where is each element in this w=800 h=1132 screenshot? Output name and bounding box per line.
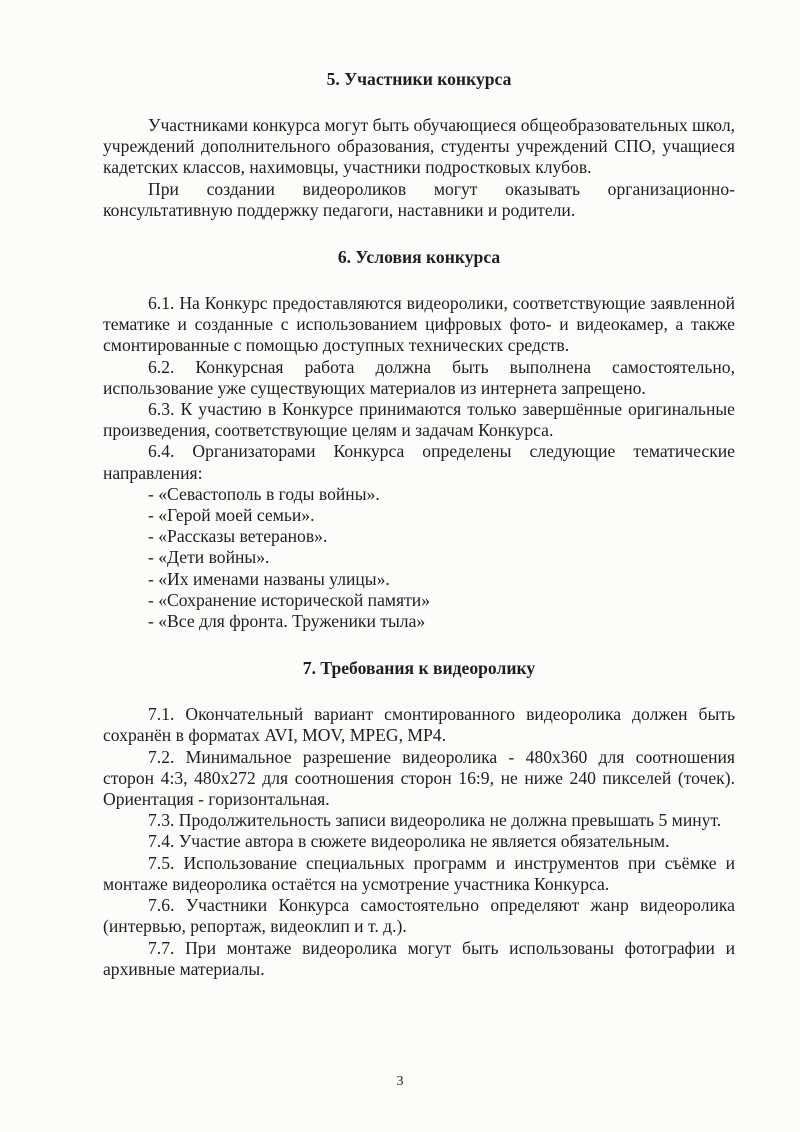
paragraph: Участниками конкурса могут быть обучающиеся общеобразовательных школ, учреждений дополнительного образования, студенты учреждений СПО, учащиеся кадетских классов, нахимовцы, участники подростковых клубов.: [103, 115, 735, 178]
list-item: - «Рассказы ветеранов».: [148, 526, 328, 547]
list-item: - «Дети войны».: [148, 547, 270, 568]
section-6-heading: 6. Условия конкурса: [337, 247, 501, 268]
list-item: - «Герой моей семьи».: [148, 505, 315, 526]
paragraph: 7.2. Минимальное разрешение видеоролика - 480x360 для соотношения сторон 4:3, 480x272 для соотношения сторон 16:9, не ниже 240 пикселей (точек). Ориентация - горизонтальная.: [103, 746, 735, 810]
paragraph: 7.6. Участники Конкурса самостоятельно определяют жанр видеоролика (интервью, репортаж, видеоклип и т. д.).: [103, 895, 735, 937]
page-content: [103, 68, 735, 980]
paragraph: При создании видеороликов могут оказывать организационно-консультативную поддержку педагоги, наставники и родители.: [103, 178, 735, 220]
list-item: - «Их именами названы улицы».: [148, 568, 390, 589]
theme-list: [103, 484, 735, 632]
paragraph: 7.3. Продолжительность записи видеоролика не должна превышать 5 минут.: [148, 810, 722, 831]
list-item: - «Все для фронта. Труженики тыла»: [148, 611, 426, 632]
paragraph: 7.7. При монтаже видеоролика могут быть использованы фотографии и архивные материалы.: [103, 937, 735, 979]
paragraph: 6.1. На Конкурс предоставляются видеоролики, соответствующие заявленной тематике и созданные с использованием цифровых фото- и видеокамер, а также смонтированные с помощью доступных технических средств.: [103, 293, 735, 356]
section-7-heading: 7. Требования к видеоролику: [302, 658, 536, 679]
page-number: 3: [396, 1074, 404, 1089]
list-item: - «Севастополь в годы войны».: [148, 483, 380, 504]
paragraph: 7.1. Окончательный вариант смонтированного видеоролика должен быть сохранён в форматах AVI, MOV, MPEG, MP4.: [103, 704, 735, 746]
paragraph: 6.2. Конкурсная работа должна быть выполнена самостоятельно, использование уже существующих материалов из интернета запрещено.: [103, 356, 735, 398]
paragraph: 6.3. К участию в Конкурсе принимаются только завершённые оригинальные произведения, соответствующие целям и задачам Конкурса.: [103, 399, 735, 441]
section-5-heading: 5. Участники конкурса: [326, 69, 512, 89]
paragraph: 6.4. Организаторами Конкурса определены следующие тематические направления:: [103, 441, 735, 483]
paragraph: 7.5. Использование специальных программ и инструментов при съёмке и монтаже видеоролика остаётся на усмотрение участника Конкурса.: [103, 852, 735, 894]
list-item: - «Сохранение исторической памяти»: [148, 589, 431, 610]
paragraph: 7.4. Участие автора в сюжете видеоролика не является обязательным.: [148, 831, 670, 852]
